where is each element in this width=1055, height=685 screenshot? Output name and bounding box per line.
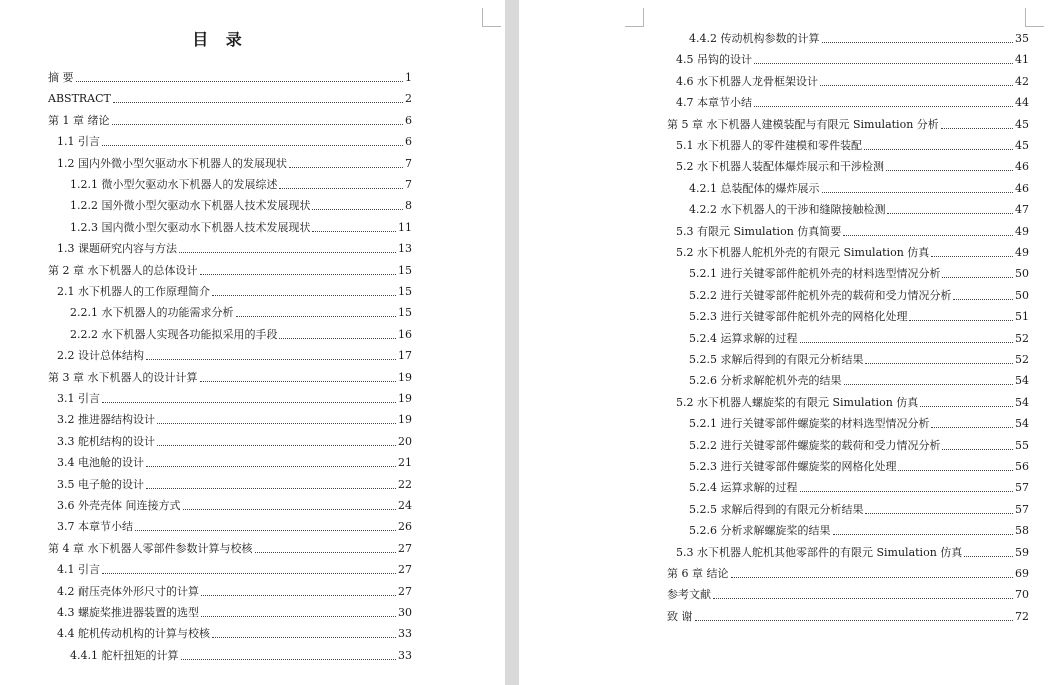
toc-entry-label: 5.2.4 运算求解的过程	[689, 331, 798, 345]
toc-entry-page-number: 27	[398, 541, 412, 555]
page-gap	[505, 0, 519, 685]
toc-entry-page-number: 1	[405, 71, 412, 84]
toc-entry-label: 1.2 国内外微小型欠驱动水下机器人的发展现状	[57, 156, 287, 170]
toc-entry[interactable]	[689, 417, 1029, 430]
toc-entry[interactable]	[689, 32, 1029, 45]
toc-entry-label: 3.3 舵机结构的设计	[57, 434, 155, 448]
toc-entry-page-number: 33	[398, 648, 412, 662]
toc-entry-label: 3.7 本章节小结	[57, 520, 133, 534]
toc-entry[interactable]	[689, 353, 1029, 366]
toc-entry-page-number: 52	[1015, 331, 1029, 345]
toc-entry-label: 1.2.1 微小型欠驱动水下机器人的发展综述	[70, 178, 278, 191]
toc-entry-label: 5.1 水下机器人的零件建模和零件装配	[676, 139, 862, 152]
toc-entry[interactable]	[70, 649, 412, 662]
toc-dot-leader	[843, 235, 1013, 236]
toc-entry-label: 5.2.3 进行关键零部件螺旋桨的网格化处理	[689, 460, 897, 473]
toc-entry[interactable]	[57, 627, 412, 640]
toc-dot-leader	[279, 338, 396, 339]
toc-entry-page-number: 45	[1015, 117, 1029, 131]
toc-entry-page-number: 55	[1015, 438, 1029, 452]
toc-dot-leader	[181, 659, 397, 660]
toc-entry[interactable]	[57, 435, 412, 448]
toc-entry[interactable]	[48, 114, 412, 127]
toc-dot-leader	[76, 81, 404, 82]
toc-entry-page-number: 50	[1015, 267, 1029, 281]
toc-dot-leader	[183, 509, 397, 510]
toc-entry-page-number: 46	[1015, 160, 1029, 174]
toc-entry[interactable]	[57, 242, 412, 255]
toc-dot-leader	[886, 170, 1013, 171]
toc-entry[interactable]	[57, 585, 412, 598]
toc-entry-label: 2.2.1 水下机器人的功能需求分析	[70, 306, 234, 320]
toc-title: 目 录	[192, 30, 248, 49]
toc-entry-label: ABSTRACT	[48, 92, 111, 106]
toc-entry-page-number: 26	[398, 520, 412, 534]
left-page	[0, 0, 505, 685]
toc-entry-page-number: 6	[405, 135, 412, 149]
toc-entry-label: 第 4 章 水下机器人零部件参数计算与校核	[48, 541, 253, 555]
toc-entry[interactable]	[676, 139, 1029, 152]
toc-entry-label: 4.4.2 传动机构参数的计算	[689, 32, 820, 45]
toc-dot-leader	[822, 192, 1014, 193]
toc-dot-leader	[212, 295, 396, 296]
toc-entry-page-number: 19	[398, 413, 412, 427]
toc-dot-leader	[713, 598, 1013, 599]
toc-dot-leader	[931, 256, 1013, 257]
toc-entry-label: 4.4 舵机传动机构的计算与校核	[57, 627, 210, 641]
toc-entry-page-number: 30	[398, 606, 412, 619]
toc-entry-label: 4.3 螺旋桨推进器装置的选型	[57, 606, 199, 619]
toc-entry-page-number: 16	[398, 327, 412, 341]
toc-entry[interactable]	[48, 371, 412, 384]
toc-entry-label: 4.2.1 总装配体的爆炸展示	[689, 181, 820, 195]
toc-entry-label: 2.2 设计总体结构	[57, 349, 144, 363]
toc-entry[interactable]	[667, 118, 1029, 131]
toc-dot-leader	[800, 342, 1014, 343]
toc-entry-label: 2.2.2 水下机器人实现各功能拟采用的手段	[70, 327, 278, 341]
toc-entry-label: 5.2.1 进行关键零部件舵机外壳的材料选型情况分析	[689, 267, 941, 281]
toc-entry[interactable]	[689, 374, 1029, 387]
toc-entry-label: 第 5 章 水下机器人建模装配与有限元 Simulation 分析	[667, 117, 939, 131]
toc-dot-leader	[800, 491, 1014, 492]
toc-entry-label: 4.5 吊钩的设计	[676, 53, 752, 67]
toc-entry-page-number: 57	[1015, 502, 1029, 516]
page-corner-mark-top-right	[1025, 8, 1044, 27]
toc-entry-label: 4.1 引言	[57, 563, 100, 577]
toc-entry-page-number: 15	[398, 285, 412, 298]
toc-entry[interactable]	[667, 567, 1029, 580]
toc-entry-page-number: 7	[405, 178, 412, 191]
toc-entry-page-number: 49	[1015, 246, 1029, 259]
toc-entry-page-number: 2	[405, 92, 412, 106]
right-page	[519, 0, 1055, 685]
toc-entry-page-number: 24	[398, 499, 412, 512]
toc-entry-page-number: 15	[398, 263, 412, 277]
toc-dot-leader	[942, 277, 1013, 278]
toc-dot-leader	[201, 616, 396, 617]
toc-entry-label: 摘 要	[48, 71, 74, 84]
toc-entry[interactable]	[57, 349, 412, 362]
toc-dot-leader	[279, 188, 403, 189]
toc-entry-page-number: 7	[405, 156, 412, 170]
toc-entry-page-number: 6	[405, 113, 412, 127]
toc-entry[interactable]	[689, 481, 1029, 494]
toc-entry-label: 5.3 有限元 Simulation 仿真简要	[676, 224, 842, 238]
toc-entry[interactable]	[676, 546, 1029, 559]
toc-entry[interactable]	[57, 413, 412, 426]
toc-entry-label: 4.4.1 舵杆扭矩的计算	[70, 648, 179, 662]
toc-dot-leader	[695, 620, 1014, 621]
toc-entry-label: 4.2.2 水下机器人的干涉和缝隙接触检测	[689, 203, 886, 217]
toc-entry-page-number: 20	[398, 434, 412, 448]
toc-entry[interactable]	[57, 563, 412, 576]
toc-dot-leader	[920, 406, 1013, 407]
toc-entry-label: 5.2.3 进行关键零部件舵机外壳的网格化处理	[689, 310, 908, 324]
toc-entry-page-number: 45	[1015, 139, 1029, 152]
toc-dot-leader	[146, 466, 396, 467]
toc-entry-label: 致 谢	[667, 609, 693, 623]
toc-entry-page-number: 58	[1015, 524, 1029, 538]
toc-dot-leader	[236, 316, 397, 317]
toc-entry-page-number: 49	[1015, 224, 1029, 238]
toc-dot-leader	[865, 363, 1013, 364]
toc-entry[interactable]	[70, 221, 412, 234]
toc-entry-label: 3.4 电池舱的设计	[57, 456, 144, 470]
toc-entry-page-number: 21	[398, 456, 412, 470]
toc-entry-page-number: 19	[398, 392, 412, 405]
toc-dot-leader	[102, 145, 403, 146]
toc-entry-label: 1.2.2 国外微小型欠驱动水下机器人技术发展现状	[70, 199, 311, 213]
toc-entry-label: 5.2 水下机器人舵机外壳的有限元 Simulation 仿真	[676, 246, 930, 259]
toc-entry-page-number: 44	[1015, 96, 1029, 110]
toc-entry[interactable]	[70, 306, 412, 319]
toc-entry[interactable]	[676, 160, 1029, 173]
toc-entry[interactable]	[689, 460, 1029, 473]
toc-entry-page-number: 35	[1015, 32, 1029, 45]
toc-entry-page-number: 22	[398, 477, 412, 491]
toc-dot-leader	[200, 274, 397, 275]
toc-entry[interactable]	[676, 225, 1029, 238]
toc-entry-label: 2.1 水下机器人的工作原理简介	[57, 285, 210, 298]
toc-entry[interactable]	[57, 499, 412, 512]
toc-entry[interactable]	[689, 439, 1029, 452]
toc-entry-page-number: 51	[1015, 310, 1029, 324]
toc-entry[interactable]	[57, 157, 412, 170]
toc-entry-page-number: 54	[1015, 374, 1029, 388]
toc-dot-leader	[289, 167, 403, 168]
toc-entry-label: 4.2 耐压壳体外形尺寸的计算	[57, 584, 199, 598]
toc-entry[interactable]	[689, 289, 1029, 302]
toc-entry[interactable]	[676, 246, 1029, 259]
toc-dot-leader	[201, 595, 396, 596]
toc-dot-leader	[864, 149, 1013, 150]
toc-entry-page-number: 27	[398, 563, 412, 577]
toc-entry-label: 4.7 本章节小结	[676, 96, 752, 110]
toc-entry-label: 1.3 课题研究内容与方法	[57, 242, 177, 256]
toc-entry-page-number: 17	[398, 349, 412, 363]
page-corner-mark-top-right	[482, 8, 501, 27]
toc-entry-page-number: 56	[1015, 460, 1029, 473]
toc-entry[interactable]	[57, 520, 412, 533]
toc-entry[interactable]	[676, 53, 1029, 66]
toc-entry-label: 5.2 水下机器人螺旋桨的有限元 Simulation 仿真	[676, 395, 919, 409]
toc-entry[interactable]	[57, 478, 412, 491]
toc-entry[interactable]	[676, 96, 1029, 109]
toc-entry-page-number: 46	[1015, 181, 1029, 195]
toc-dot-leader	[255, 552, 397, 553]
toc-entry-label: 第 6 章 结论	[667, 567, 729, 580]
toc-entry-page-number: 70	[1015, 588, 1029, 602]
toc-dot-leader	[179, 252, 396, 253]
toc-entry[interactable]	[48, 542, 412, 555]
toc-dot-leader	[931, 427, 1013, 428]
toc-entry-label: 4.6 水下机器人龙骨框架设计	[676, 74, 818, 88]
toc-dot-leader	[964, 556, 1013, 557]
toc-entry[interactable]	[57, 285, 412, 298]
toc-entry-label: 第 2 章 水下机器人的总体设计	[48, 263, 198, 277]
toc-entry-label: 5.2.1 进行关键零部件螺旋桨的材料选型情况分析	[689, 417, 930, 431]
toc-entry-label: 5.3 水下机器人舵机其他零部件的有限元 Simulation 仿真	[676, 545, 963, 559]
toc-entry-page-number: 69	[1015, 567, 1029, 580]
toc-entry-page-number: 41	[1015, 53, 1029, 67]
toc-entry[interactable]	[70, 328, 412, 341]
toc-entry-page-number: 15	[398, 306, 412, 320]
toc-dot-leader	[146, 359, 396, 360]
toc-entry[interactable]	[689, 203, 1029, 216]
toc-entry-label: 3.6 外壳壳体 间连接方式	[57, 499, 181, 512]
toc-entry-label: 参考文献	[667, 588, 711, 602]
toc-entry-page-number: 54	[1015, 417, 1029, 431]
toc-entry-page-number: 8	[405, 199, 412, 213]
toc-dot-leader	[113, 102, 403, 103]
toc-entry-page-number: 47	[1015, 203, 1029, 217]
toc-dot-leader	[820, 85, 1013, 86]
toc-entry-label: 第 1 章 绪论	[48, 113, 110, 127]
toc-dot-leader	[102, 402, 396, 403]
toc-dot-leader	[731, 577, 1014, 578]
toc-entry[interactable]	[48, 264, 412, 277]
toc-dot-leader	[942, 449, 1013, 450]
toc-dot-leader	[312, 231, 396, 232]
toc-entry-page-number: 57	[1015, 481, 1029, 495]
toc-entry[interactable]	[57, 392, 412, 405]
toc-dot-leader	[157, 423, 396, 424]
toc-entry-page-number: 59	[1015, 545, 1029, 559]
toc-dot-leader	[941, 128, 1013, 129]
toc-entry-page-number: 11	[398, 220, 412, 234]
toc-dot-leader	[953, 299, 1013, 300]
toc-entry-page-number: 54	[1015, 395, 1029, 409]
toc-entry-page-number: 50	[1015, 288, 1029, 302]
toc-dot-leader	[909, 320, 1013, 321]
toc-entry[interactable]	[689, 332, 1029, 345]
toc-entry[interactable]	[676, 396, 1029, 409]
toc-entry[interactable]	[689, 182, 1029, 195]
toc-entry-label: 5.2.6 分析求解螺旋桨的结果	[689, 524, 831, 538]
toc-entry[interactable]	[689, 310, 1029, 323]
toc-entry-page-number: 33	[398, 627, 412, 641]
toc-dot-leader	[833, 534, 1014, 535]
toc-dot-leader	[212, 637, 396, 638]
toc-entry-label: 3.2 推进器结构设计	[57, 413, 155, 427]
toc-entry[interactable]	[57, 135, 412, 148]
page-corner-mark-top-left	[625, 8, 644, 27]
toc-dot-leader	[898, 470, 1013, 471]
toc-dot-leader	[146, 488, 396, 489]
toc-entry-page-number: 19	[398, 370, 412, 384]
toc-dot-leader	[112, 124, 404, 125]
toc-dot-leader	[822, 42, 1014, 43]
toc-entry[interactable]	[667, 610, 1029, 623]
toc-entry[interactable]	[689, 267, 1029, 280]
toc-dot-leader	[887, 213, 1013, 214]
toc-entry-label: 3.5 电子舱的设计	[57, 477, 144, 491]
toc-entry-label: 3.1 引言	[57, 392, 100, 405]
toc-entry-label: 5.2.4 运算求解的过程	[689, 481, 798, 495]
toc-dot-leader	[865, 513, 1013, 514]
toc-entry[interactable]	[689, 503, 1029, 516]
toc-entry[interactable]	[676, 75, 1029, 88]
toc-entry[interactable]	[57, 606, 412, 619]
toc-dot-leader	[754, 106, 1013, 107]
toc-entry-page-number: 72	[1015, 609, 1029, 623]
toc-entry-page-number: 13	[398, 242, 412, 256]
toc-dot-leader	[312, 209, 403, 210]
toc-entry-label: 5.2 水下机器人装配体爆炸展示和干涉检测	[676, 160, 884, 174]
toc-entry-page-number: 52	[1015, 353, 1029, 366]
toc-entry[interactable]	[667, 588, 1029, 601]
toc-dot-leader	[157, 445, 396, 446]
toc-entry[interactable]	[48, 92, 412, 105]
toc-entry-page-number: 27	[398, 584, 412, 598]
toc-entry[interactable]	[57, 456, 412, 469]
toc-entry-label: 5.2.5 求解后得到的有限元分析结果	[689, 353, 864, 366]
toc-entry[interactable]	[48, 71, 412, 84]
toc-entry-label: 1.2.3 国内微小型欠驱动水下机器人技术发展现状	[70, 220, 311, 234]
toc-dot-leader	[200, 381, 397, 382]
toc-entry-label: 5.2.5 求解后得到的有限元分析结果	[689, 502, 864, 516]
toc-entry[interactable]	[689, 524, 1029, 537]
toc-entry-label: 第 3 章 水下机器人的设计计算	[48, 370, 198, 384]
toc-entry-label: 5.2.2 进行关键零部件舵机外壳的载荷和受力情况分析	[689, 288, 952, 302]
toc-entry-label: 1.1 引言	[57, 135, 100, 149]
toc-entry[interactable]	[70, 178, 412, 191]
toc-entry-label: 5.2.6 分析求解舵机外壳的结果	[689, 374, 842, 388]
toc-dot-leader	[754, 63, 1013, 64]
toc-entry-page-number: 42	[1015, 74, 1029, 88]
toc-dot-leader	[844, 384, 1014, 385]
toc-entry[interactable]	[70, 199, 412, 212]
toc-dot-leader	[102, 573, 396, 574]
toc-entry-label: 5.2.2 进行关键零部件螺旋桨的载荷和受力情况分析	[689, 438, 941, 452]
toc-dot-leader	[135, 530, 396, 531]
